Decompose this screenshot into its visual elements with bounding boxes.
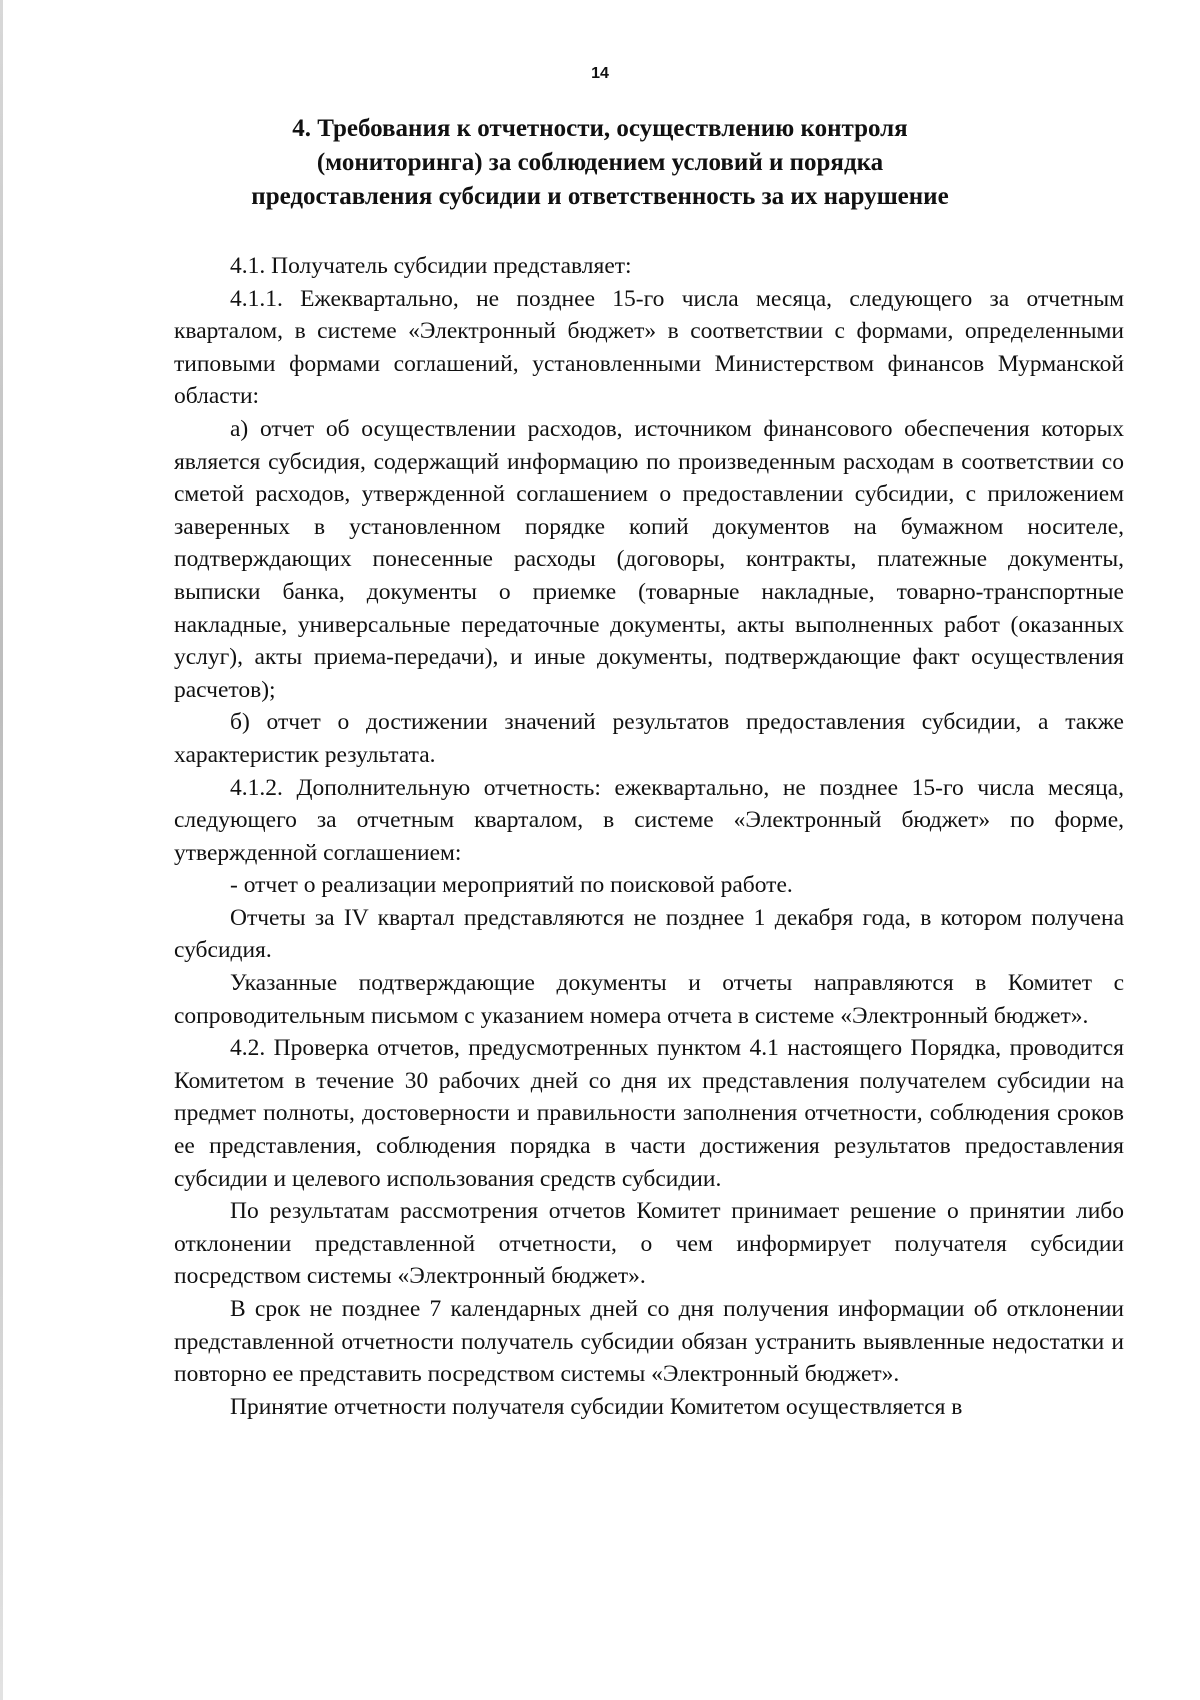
section-title: 4. Требования к отчетности, осуществлению контроля (мониторинга) за соблюдением условий и порядка предоставления субсидии и ответственность за их нарушение: [251, 115, 949, 210]
paragraph-search-report: - отчет о реализации мероприятий по поисковой работе.: [230, 872, 793, 899]
paragraph-item-b: б) отчет о достижении значений результатов предоставления субсидии, а также характеристик результата.: [174, 709, 1124, 768]
paragraph-acceptance: Принятие отчетности получателя субсидии Комитетом осуществляется в: [230, 1393, 963, 1420]
paragraph-review-decision: По результатам рассмотрения отчетов Комитет принимает решение о принятии либо отклонении представленной отчетности, о чем информирует получателя субсидии посредством системы «Электронный бюджет».: [174, 1198, 1124, 1290]
paragraph-4-1: 4.1. Получатель субсидии представляет:: [230, 253, 632, 279]
paragraph-q4-reports: Отчеты за IV квартал представляются не позднее 1 декабря года, в котором получена субсидия.: [174, 904, 1124, 964]
paragraph-4-2: 4.2. Проверка отчетов, предусмотренных пунктом 4.1 настоящего Порядка, проводится Комитетом в течение 30 рабочих дней со дня их представления получателем субсидии на предмет полноты, достоверности и правильности заполнения отчетности, соблюдения сроков ее представления, соблюдения порядка в части достижения результатов предоставления субсидии и целевого использования средств субсидии.: [174, 1035, 1124, 1192]
paragraph-item-a: а) отчет об осуществлении расходов, источником финансового обеспечения которых является субсидия, содержащий информацию по произведенным расходам в соответствии со сметой расходов, утвержденной соглашением о предоставлении субсидии, с приложением заверенных в установленном порядке копий документов на бумажном носителе, подтверждающих понесенные расходы (договоры, контракты, платежные документы, выписки банка, документы о приемке (товарные накладные, товарно-транспортные накладные, универсальные передаточные документы, акты выполненных работ (оказанных услуг), акты приема-передачи), и иные документы, подтверждающие факт осуществления расчетов);: [174, 415, 1124, 703]
paragraph-rejection-fix: В срок не позднее 7 календарных дней со дня получения информации об отклонении представленной отчетности получатель субсидии обязан устранить выявленные недостатки и повторно ее представить посредством системы «Электронный бюджет».: [174, 1296, 1124, 1388]
page-number: 14: [591, 65, 609, 82]
paragraph-supporting-docs: Указанные подтверждающие документы и отчеты направляются в Комитет с сопроводительным письмом с указанием номера отчета в системе «Электронный бюджет».: [174, 970, 1124, 1029]
paragraph-4-1-1: 4.1.1. Ежеквартально, не позднее 15-го числа месяца, следующего за отчетным кварталом, в системе «Электронный бюджет» в соответствии с формами, определенными типовыми формами соглашений, установленными Министерством финансов Мурманской области:: [174, 285, 1124, 410]
paragraph-4-1-2: 4.1.2. Дополнительную отчетность: ежеквартально, не позднее 15-го числа месяца, следующего за отчетным кварталом, в системе «Электронный бюджет» по форме, утвержденной соглашением:: [174, 774, 1124, 866]
page-left-edge: [0, 0, 3, 1700]
document-body: [174, 250, 1124, 1423]
